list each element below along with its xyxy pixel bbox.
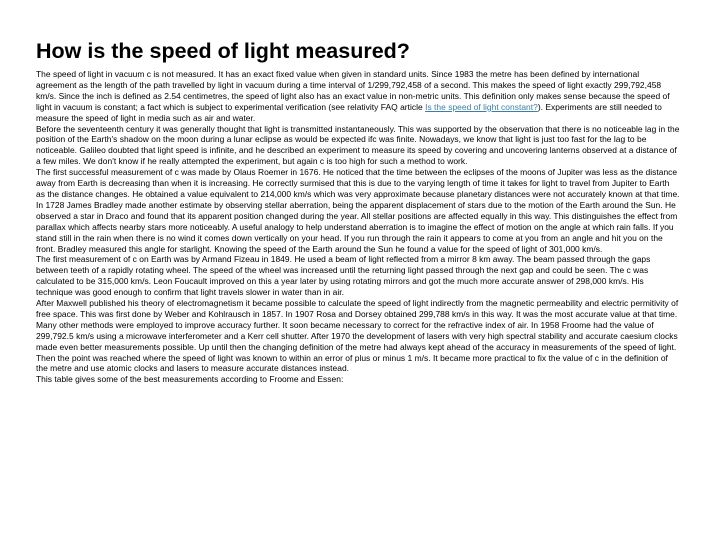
paragraph-fizeau-foucault: The first measurement of c on Earth was by Armand Fizeau in 1849. He used a beam of light reflected from a mirror 8 km away. The beam passed through the gaps between teeth of a rapidly rotating wheel. The speed of the wheel was increased until the returning light passed through the next gap and could be seen. The c was calculated to be 315,000 km/s. Leon Foucault improved on this a year later by using rotating mirrors and got the much more accurate answer of 298,000 km/s. His technique was good enough to confirm that light travels slower in water than in air. <box>36 254 651 298</box>
slide-title: How is the speed of light measured? <box>36 39 410 63</box>
slide-body <box>36 69 680 385</box>
paragraph-table-intro: This table gives some of the best measurements according to Froome and Essen: <box>36 374 344 385</box>
paragraph-text: The speed of light in vacuum c is not measured. It has an exact fixed value when given in standard units. Since 1983 the metre has been defined by international agreement as the length of the path travelled by light in vacuum during a time interval of 1/299,792,458 of a second. This makes the speed of light exactly 299,792,458 km/s. Since the inch is defined as 2.54 centimetres, the speed of light also has an exact value in non-metric units. This definition only makes sense because the speed of light in vacuum is constant; a fact which is subject to experimental verification (see relativity FAQ article <box>36 69 670 112</box>
paragraph-text: ). Experiments are still needed to measure the speed of light in media such as air and water. <box>36 101 662 123</box>
paragraph-speed-definition <box>36 69 680 124</box>
paragraph-maxwell: After Maxwell published his theory of electromagnetism it became possible to calculate the speed of light indirectly from the magnetic permeability and electric permitivity of free space. This was first done by Weber and Kohlrausch in 1857. In 1907 Rosa and Dorsey obtained 299,788 km/s in this way. It was the most accurate value at that time. <box>36 298 679 319</box>
paragraph-bradley: In 1728 James Bradley made another estimate by observing stellar aberration, being the apparent displacement of stars due to the motion of the Earth around the Sun. He observed a star in Draco and found that its apparent position changed during the year. All stellar positions are affected equally in this way. This distinguishes the effect from parallax which affects nearby stars more noticeably. A useful analogy to help understand aberration is to imagine the effect of motion on the angle at which rain falls. If you stand still in the rain when there is no wind it comes down vertically on your head. If you run through the rain it appears to come at you from an angle and hit you on the front. Bradley measured this angle for starlight. Knowing the speed of the Earth around the Sun he found a value for the speed of light of 301,000 km/s. <box>36 199 678 254</box>
relativity-faq-link[interactable]: Is the speed of light constant? <box>425 101 538 112</box>
paragraph-roemer: The first successful measurement of c was made by Olaus Roemer in 1676. He noticed that the time between the eclipses of the moons of Jupiter was less as the distance away from Earth is decreasing than when it is increasing. He correctly surmised that this is due to the varying length of time it takes for light to travel from Jupiter to Earth as the distance changes. He obtained a value equivalent to 214,000 km/s which was very approximate because planetary distances were not accurately known at that time. <box>36 167 680 199</box>
paragraph-history-galileo: Before the seventeenth century it was generally thought that light is transmitted instantaneously. This was supported by the observation that there is no noticeable lag in the position of the Earth's shadow on the moon during a lunar eclipse as would be expected ifc was finite. Nowadays, we know that light is just too fast for the lag to be noticeable. Galileo doubted that light speed is infinite, and he described an experiment to measure its speed by covering and uncovering lanterns observed at a distance of a few miles. We don't know if he really attempted the experiment, but again c is too high for such a method to work. <box>36 123 680 167</box>
paragraph-modern-methods: Many other methods were employed to improve accuracy further. It soon became necessary to correct for the refractive index of air. In 1958 Froome had the value of 299,792.5 km/s using a microwave interferometer and a Kerr cell shutter. After 1970 the development of lasers with very high spectral stability and accurate caesium clocks made even better measurements possible. Up until then the changing definition of the metre had always kept ahead of the accuracy in measurements of the speed of light. Then the point was reached where the speed of light was known to within an error of plus or minus 1 m/s. It became more practical to fix the value of c in the definition of the metre and use atomic clocks and lasers to measure accurate distances instead. <box>36 319 678 374</box>
